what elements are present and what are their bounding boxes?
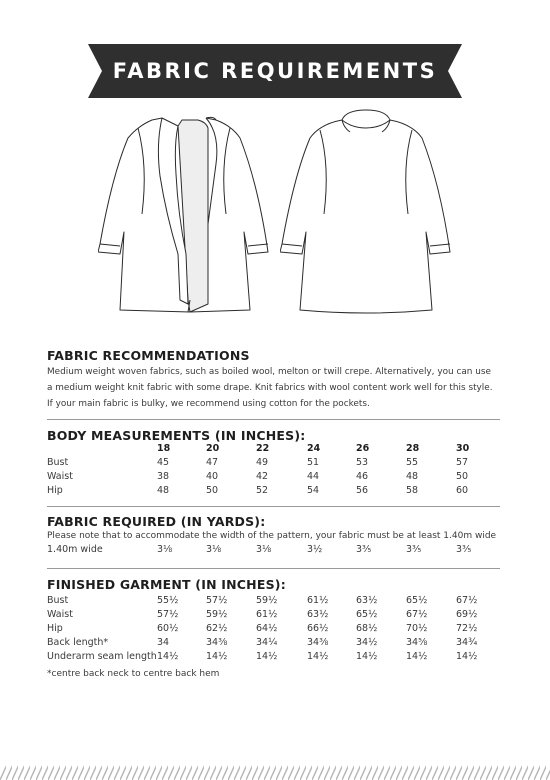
table-cell: 59½: [256, 595, 278, 606]
table-cell: 66½: [307, 623, 329, 634]
table-row: [47, 457, 500, 471]
table-cell: 14½: [157, 651, 179, 662]
size-header-row: [47, 443, 500, 457]
table-cell: 34⅜: [307, 637, 329, 648]
table-cell: 34½: [356, 637, 378, 648]
body-measurements-heading: BODY MEASUREMENTS (IN INCHES):: [47, 428, 306, 443]
table-cell: 52: [256, 485, 269, 496]
fabric-required-heading: FABRIC REQUIRED (IN YARDS):: [47, 514, 266, 529]
row-label: Waist: [47, 609, 73, 620]
table-cell: 63½: [356, 595, 378, 606]
table-cell: 53: [356, 457, 369, 468]
fabric-recommendations-heading: FABRIC RECOMMENDATIONS: [47, 348, 250, 363]
row-label: Bust: [47, 595, 69, 606]
table-cell: 48: [157, 485, 170, 496]
table-cell: 54: [307, 485, 320, 496]
table-cell: 34¼: [256, 637, 278, 648]
size-label: 18: [157, 443, 171, 454]
table-cell: 65½: [406, 595, 428, 606]
table-cell: 56: [356, 485, 369, 496]
table-row: [47, 544, 500, 558]
body-measurements-section: [47, 428, 500, 499]
table-cell: 14½: [206, 651, 228, 662]
table-cell: 3⅗: [406, 544, 422, 555]
table-row: [47, 651, 500, 665]
table-cell: 67½: [456, 595, 478, 606]
table-cell: 64½: [256, 623, 278, 634]
body-measurements-table: [47, 443, 500, 499]
table-cell: 34: [157, 637, 170, 648]
table-cell: 62½: [206, 623, 228, 634]
section-divider: [47, 419, 500, 420]
table-cell: 60½: [157, 623, 179, 634]
fabric-recommendations-text: [47, 364, 500, 412]
table-cell: 38: [157, 471, 170, 482]
table-cell: 14½: [256, 651, 278, 662]
row-label: Bust: [47, 457, 69, 468]
table-cell: 34⅜: [206, 637, 228, 648]
coat-back-illustration: [280, 104, 452, 326]
table-cell: 14½: [456, 651, 478, 662]
size-label: 24: [307, 443, 321, 454]
table-cell: 45: [157, 457, 170, 468]
row-label: Back length*: [47, 637, 109, 648]
table-cell: 3⅛: [256, 544, 272, 555]
table-cell: 60: [456, 485, 469, 496]
table-row: [47, 485, 500, 499]
table-cell: 3⅗: [456, 544, 472, 555]
row-label: Hip: [47, 485, 63, 496]
table-cell: 3½: [307, 544, 323, 555]
table-cell: 34¾: [456, 637, 478, 648]
section-divider: [47, 506, 500, 507]
title-banner: [88, 44, 462, 98]
table-cell: 40: [206, 471, 219, 482]
table-cell: 14½: [356, 651, 378, 662]
row-label: Underarm seam length: [47, 651, 157, 662]
table-cell: 14½: [307, 651, 329, 662]
table-cell: 47: [206, 457, 219, 468]
footer-hatch-stripe: [0, 758, 550, 780]
table-cell: 57: [456, 457, 469, 468]
table-cell: 68½: [356, 623, 378, 634]
table-cell: 61½: [307, 595, 329, 606]
table-cell: 14½: [406, 651, 428, 662]
table-cell: 3⅛: [206, 544, 222, 555]
table-row: [47, 637, 500, 651]
row-label: 1.40m wide: [47, 544, 103, 555]
table-cell: 55: [406, 457, 419, 468]
recommendation-line: Medium weight woven fabrics, such as boiled wool, melton or twill crepe. Alternatively, you can use: [47, 367, 491, 377]
table-cell: 70½: [406, 623, 428, 634]
table-cell: 46: [356, 471, 369, 482]
footnote: *centre back neck to centre back hem: [47, 669, 220, 679]
table-cell: 69½: [456, 609, 478, 620]
fabric-required-section: [47, 514, 500, 558]
row-label: Hip: [47, 623, 63, 634]
table-cell: 61½: [256, 609, 278, 620]
table-row: [47, 595, 500, 609]
size-label: 22: [256, 443, 270, 454]
table-cell: 42: [256, 471, 269, 482]
fabric-recommendations-section: [47, 348, 500, 412]
size-label: 30: [456, 443, 470, 454]
table-cell: 59½: [206, 609, 228, 620]
finished-garment-heading: FINISHED GARMENT (IN INCHES):: [47, 577, 286, 592]
size-label: 20: [206, 443, 220, 454]
table-row: [47, 623, 500, 637]
finished-garment-table: [47, 595, 500, 665]
table-cell: 48: [406, 471, 419, 482]
table-cell: 49: [256, 457, 269, 468]
size-label: 26: [356, 443, 370, 454]
table-cell: 72½: [456, 623, 478, 634]
table-cell: 58: [406, 485, 419, 496]
section-divider: [47, 568, 500, 569]
table-cell: 44: [307, 471, 320, 482]
coat-front-illustration: [98, 104, 270, 326]
finished-garment-section: [47, 577, 500, 682]
row-label: Waist: [47, 471, 73, 482]
recommendation-line: If your main fabric is bulky, we recommend using cotton for the pockets.: [47, 399, 370, 409]
table-cell: 65½: [356, 609, 378, 620]
size-label: 28: [406, 443, 420, 454]
table-cell: 67½: [406, 609, 428, 620]
table-cell: 50: [456, 471, 469, 482]
table-cell: 3⅛: [157, 544, 173, 555]
table-cell: 63½: [307, 609, 329, 620]
table-cell: 57½: [206, 595, 228, 606]
table-cell: 34⅝: [406, 637, 428, 648]
table-cell: 50: [206, 485, 219, 496]
table-cell: 57½: [157, 609, 179, 620]
table-cell: 51: [307, 457, 320, 468]
table-row: [47, 609, 500, 623]
fabric-width-note: Please note that to accommodate the width of the pattern, your fabric must be at least 1.40m wide: [47, 531, 497, 541]
table-cell: 3⅗: [356, 544, 372, 555]
recommendation-line: a medium weight knit fabric with some drape. Knit fabrics with wool content work well for this style.: [47, 383, 493, 393]
table-cell: 55½: [157, 595, 179, 606]
table-row: [47, 471, 500, 485]
page-title: FABRIC REQUIREMENTS: [112, 59, 438, 83]
